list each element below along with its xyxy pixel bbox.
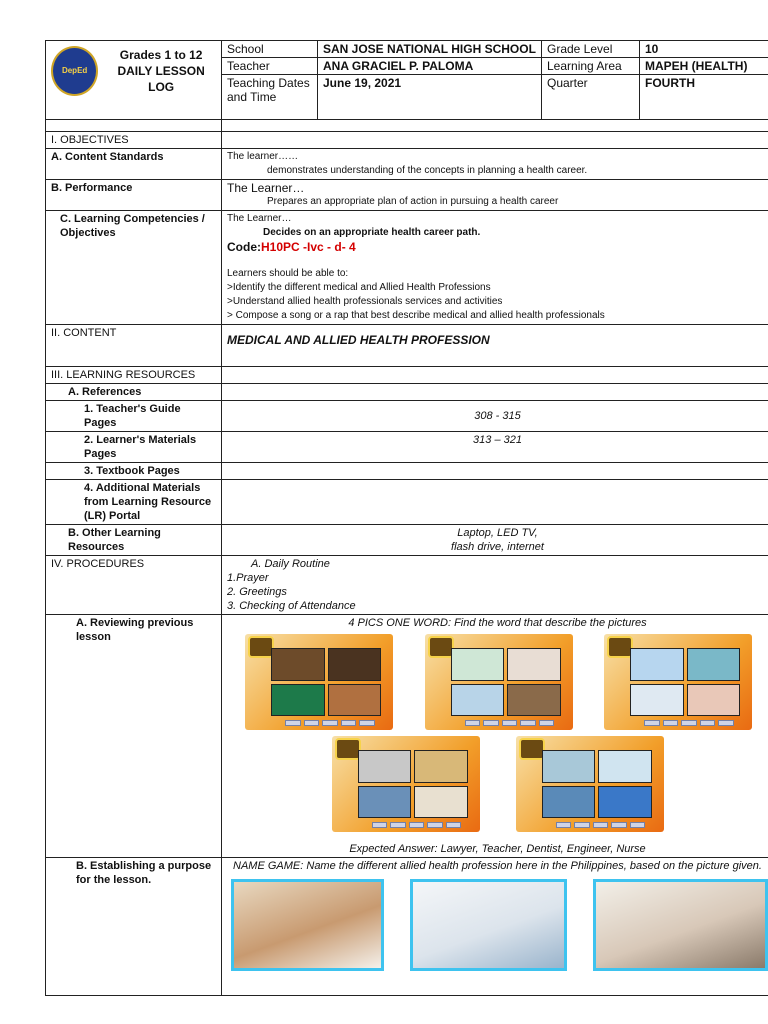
- school-label: School: [222, 41, 318, 58]
- counseling-photo: [593, 879, 768, 971]
- header-title-line2: DAILY LESSON LOG: [117, 64, 205, 94]
- resources-heading: III. LEARNING RESOURCES: [46, 367, 222, 384]
- teachers-guide-value: 308 - 315: [222, 401, 768, 432]
- additional-materials-label: 4. Additional Materials from Learning Resource (LR) Portal: [46, 480, 222, 525]
- game-panel-dentist: [604, 634, 752, 730]
- purpose-text: NAME GAME: Name the different allied health profession here in the Philippines, based on the picture given.: [233, 860, 762, 872]
- objective-1: >Identify the different medical and Allied Health Professions: [227, 282, 491, 293]
- quarter-value: FOURTH: [640, 75, 768, 120]
- game-row-2: [227, 730, 768, 832]
- textbook-label: 3. Textbook Pages: [46, 463, 222, 480]
- other-resources-cell: [222, 525, 768, 556]
- game-panel-teacher: [425, 634, 573, 730]
- content-standards-label: A. Content Standards: [46, 149, 222, 180]
- code-label: Code:: [227, 240, 261, 254]
- content-cell: [222, 325, 768, 367]
- routine-greetings: 2. Greetings: [227, 586, 287, 598]
- other-resources-label: B. Other Learning Resources: [46, 525, 222, 556]
- objectives-heading: I. OBJECTIVES: [46, 132, 222, 149]
- lesson-log-table: [45, 40, 768, 996]
- daily-routine: A. Daily Routine: [251, 558, 330, 570]
- quarter-label: Quarter: [542, 75, 640, 120]
- review-cell: [222, 615, 768, 858]
- references-label: A. References: [46, 384, 222, 401]
- review-answer: Expected Answer: Lawyer, Teacher, Dentist, Engineer, Nurse: [349, 843, 646, 855]
- dates-label: Teaching Dates and Time: [222, 75, 318, 120]
- ct-scan-photo: [410, 879, 567, 971]
- procedures-heading: IV. PROCEDURES: [46, 556, 222, 615]
- performance-label: B. Performance: [46, 180, 222, 211]
- massage-therapy-photo: [231, 879, 384, 971]
- learners-materials-label: 2. Learner's Materials Pages: [46, 432, 222, 463]
- content-standards-line2: demonstrates understanding of the concepts in planning a health career.: [267, 165, 588, 176]
- area-label: Learning Area: [542, 58, 640, 75]
- content-value: MEDICAL AND ALLIED HEALTH PROFESSION: [227, 333, 490, 347]
- routine-attendance: 3. Checking of Attendance: [227, 600, 356, 612]
- content-heading: II. CONTENT: [46, 325, 222, 367]
- content-standards-line1: The learner……: [227, 151, 299, 162]
- routine-prayer: 1.Prayer: [227, 572, 269, 584]
- grade-value: 10: [640, 41, 768, 58]
- game-panel-engineer: [332, 736, 480, 832]
- performance-cell: [222, 180, 768, 211]
- area-value: MAPEH (HEALTH): [640, 58, 768, 75]
- game-panel-nurse: [516, 736, 664, 832]
- other-resources-line1: Laptop, LED TV,: [457, 527, 538, 539]
- objective-2: >Understand allied health professionals services and activities: [227, 296, 503, 307]
- game-panel-lawyer: [245, 634, 393, 730]
- code-value: H10PC -Ivc - d- 4: [261, 240, 356, 254]
- purpose-photos: [227, 873, 768, 971]
- competency-line1: The Learner…: [227, 213, 292, 224]
- review-label: A. Reviewing previous lesson: [46, 615, 222, 858]
- content-standards-cell: [222, 149, 768, 180]
- teachers-guide-label: 1. Teacher's Guide Pages: [46, 401, 222, 432]
- game-row-1: [227, 630, 768, 730]
- routine-cell: [222, 556, 768, 615]
- performance-line1: The Learner…: [227, 181, 305, 195]
- learners-intro: Learners should be able to:: [227, 268, 349, 279]
- grade-label: Grade Level: [542, 41, 640, 58]
- performance-line2: Prepares an appropriate plan of action in pursuing a health career: [267, 196, 559, 207]
- competencies-cell: [222, 211, 768, 325]
- review-text: 4 PICS ONE WORD: Find the word that describe the pictures: [348, 617, 647, 629]
- school-value: SAN JOSE NATIONAL HIGH SCHOOL: [318, 41, 542, 58]
- dates-value: June 19, 2021: [318, 75, 542, 120]
- purpose-label: B. Establishing a purpose for the lesson.: [46, 858, 222, 996]
- purpose-cell: [222, 858, 768, 996]
- competency-line2: Decides on an appropriate health career path.: [263, 227, 481, 238]
- teacher-value: ANA GRACIEL P. PALOMA: [318, 58, 542, 75]
- objective-3: > Compose a song or a rap that best describe medical and allied health professionals: [227, 310, 605, 321]
- lesson-log: [45, 40, 768, 996]
- other-resources-line2: flash drive, internet: [451, 541, 544, 553]
- learners-materials-value: 313 – 321: [222, 432, 768, 463]
- deped-seal-icon: DepEd: [51, 46, 98, 96]
- header-title-line1: Grades 1 to 12: [119, 48, 203, 62]
- competencies-label: C. Learning Competencies / Objectives: [46, 211, 222, 325]
- header-title-cell: [46, 41, 222, 120]
- teacher-label: Teacher: [222, 58, 318, 75]
